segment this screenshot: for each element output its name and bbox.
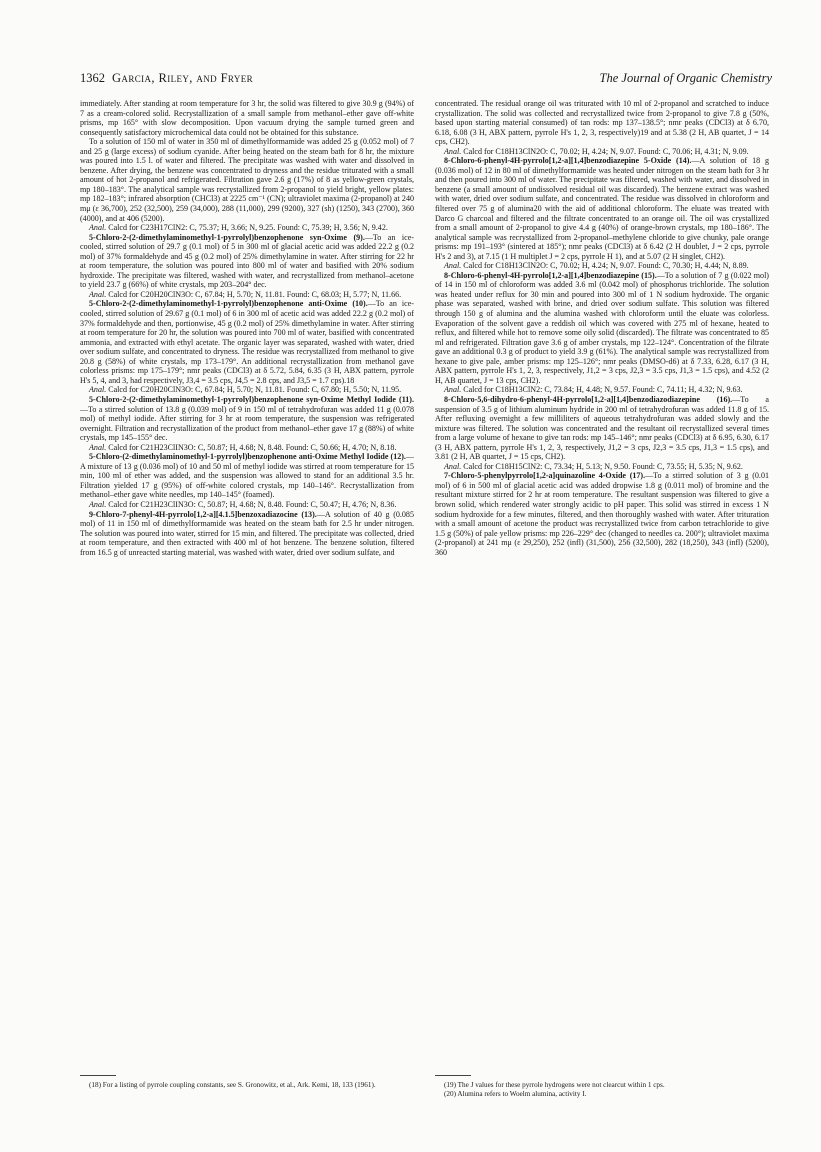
compound-procedure <box>435 395 769 462</box>
procedure-text: —To an ice-cooled, stirred solution of 29.67 g (0.1 mol) of 6 in 300 ml of acetic acid was added 22.2 g (0.2 mol) of 37% formaldehyde and then, portionwise, 45 g (0.2 mol) of 25% dimethylamine in water. After stirring at room temperature for 20 hr, the solution was poured into 700 ml of water, basified with concentrated ammonia, and extracted with ethyl acetate. The organic layer was separated, washed with water, dried over sodium sulfate, and concentrated to dryness. The residue was recrystallized from methanol to give 20.8 g (58%) of white crystals, mp 173–179°. An additional recrystallization from methanol gave colorless prisms: mp 175–179°; nmr peaks (CDCl3) at δ 5.72, 5.84, 6.35 (3 H, ABX pattern, pyrrole H's 5, 4, and 3, had respectively, J3,4 = 3.5 cps, J4,5 = 2.8 cps, and J3,5 = 1.7 cps).18 <box>80 299 414 385</box>
analysis-label: Anal. <box>444 261 462 271</box>
analysis-values: Calcd for C18H15ClN2: C, 73.34; H, 5.13; N, 9.50. Found: C, 73.55; H, 5.35; N, 9.62. <box>461 461 743 471</box>
analysis-values: Calcd for C20H20ClN3O: C, 67.84; H, 5.70; N, 11.81. Found: C, 67.80; H, 5.50; N, 11.95. <box>106 385 402 395</box>
running-header <box>80 70 772 86</box>
compound-heading: 7-Chloro-5-phenylpyrrolo[1,2-a]quinazoline 4-Oxide (17). <box>444 471 646 481</box>
analysis-label: Anal. <box>444 146 462 156</box>
compound-heading: 9-Chloro-7-phenyl-4H-pyrrolo[1,2-a][4.1.5]benzoxadiazocine (13). <box>89 509 317 519</box>
procedure-text: —To an ice-cooled, stirred solution of 29.7 g (0.1 mol) of 5 in 300 ml of glacial acetic acid was added 22.2 g (0.2 mol) of 37% formaldehyde and 45 g (0.2 mol) of 25% dimethylamine in water. After stirring for 22 hr at room temperature, the solution was poured into 800 ml of water and basified with 20% sodium hydroxide. The precipitate was filtered, washed with water, and recrystallized from methanol–acetone to yield 23.7 g (66%) of white crystals, mp 203–204° dec. <box>80 232 414 290</box>
body-paragraph: concentrated. The residual orange oil was triturated with 10 ml of 2-propanol and scratched to induce crystallization. The solid was collected and recrystallized twice from 2-propanol to give 7.8 g (50%, based upon starting material consumed) of tan rods: mp 137–138.5°; nmr peaks (CDCl3) at δ 6.70, 6.18, 6.08 (3 H, ABX pattern, pyrrole H's 1, 2, 3, respectively)19 and at 5.38 (2 H, AB quartet, J = 14 cps, CH2). <box>435 99 769 147</box>
procedure-text: —To a stirred solution of 13.8 g (0.039 mol) of 9 in 150 ml of tetrahydrofuran was added 11 g (0.078 mol) of methyl iodide. After stirring for 3 hr at room temperature, the suspension was refrigerated overnight. Filtration and recrystallization of the product from methanol–ether gave 17 g (88%) of white crystals, mp 145–155° dec. <box>80 404 414 443</box>
elemental-analysis <box>80 443 414 453</box>
analysis-values: Calcd for C20H20ClN3O: C, 67.84; H, 5.70; N, 11.81. Found: C, 68.03; H, 5.77; N, 11.66. <box>106 289 402 299</box>
footnote-rule <box>435 1075 471 1076</box>
analysis-label: Anal. <box>444 385 462 395</box>
compound-procedure <box>80 510 414 558</box>
analysis-label: Anal. <box>89 442 107 452</box>
compound-procedure <box>80 299 414 385</box>
page-number: 1362 <box>80 71 105 85</box>
procedure-text: —A solution of 40 g (0.085 mol) of 11 in 150 ml of dimethylformamide was heated on the steam bath for 2.5 hr under nitrogen. The solution was poured into water, stirred for 15 min, and filtered. The precipitate was collected, dried at room temperature, and then extracted with 400 ml of hot benzene. The benzene solution, filtered from 16.5 g of unreacted starting material, was washed with water, dried over sodium sulfate, and <box>80 509 414 557</box>
procedure-text: —To a suspension of 3.5 g of lithium aluminum hydride in 200 ml of tetrahydrofuran was added 11.8 g of 15. After refluxing overnight a few milliliters of aqueous tetrahydrofuran was added slowly and the mixture was filtered. The solution was concentrated and the resultant oil recrystallized several times from a large volume of hexane to give tan rods: mp 145–146°; nmr peaks (CDCl3) at δ 6.95, 6.30, 6.17 (3 H, ABX pattern, pyrrole H's 1, 2, 3, respectively, J1,2 = 3 cps, J2,3 = 3.5 cps, J1,3 = 1.5 cps), and 3.81 (2 H, AB quartet, J = 15 cps, CH2). <box>435 394 769 462</box>
compound-procedure <box>435 271 769 386</box>
body-paragraph: To a solution of 150 ml of water in 350 ml of dimethylformamide was added 25 g (0.052 mol) of 7 and 25 g (large excess) of sodium cyanide. After being heated on the steam bath for 8 hr, the mixture was poured into 1.5 l. of water and filtered. The precipitate was washed with water and dissolved in benzene. After drying, the benzene was concentrated to dryness and the residue triturated with a small amount of hot 2-propanol and refrigerated. Filtration gave 2.6 g (17%) of 8 as yellow-green crystals, mp 180–183°. The analytical sample was recrystallized from 2-propanol to yield bright, yellow plates: mp 182–183°; infrared absorption (CHCl3) at 2225 cm⁻¹ (CN); ultraviolet maxima (2-propanol) at 240 mμ (ε 36,700), 252 (32,500), 259 (34,000), 288 (11,000), 299 (9200), 327 (sh) (1250), 343 (2700), 360 (4000), and at 406 (5200). <box>80 137 414 223</box>
compound-heading: 8-Chloro-6-phenyl-4H-pyrrolo[1,2-a][1,4]benzodiazepine 5-Oxide (14). <box>444 156 692 166</box>
elemental-analysis <box>80 290 414 300</box>
elemental-analysis <box>435 385 769 395</box>
elemental-analysis <box>80 385 414 395</box>
procedure-text: —A solution of 18 g (0.036 mol) of 12 in 80 ml of dimethylformamide was heated under nitrogen on the steam bath for 3 hr and then poured into 300 ml of water. The precipitate was filtered, washed with water, and dissolved in benzene (a small amount of undissolved residual oil was discarded). The benzene extract was washed with water, dried over sodium sulfate, and concentrated. The residue was dissolved in chloroform and filtered over 75 g of alumina20 with the aid of additional chloroform. The eluate was treated with Darco G charcoal and filtered and the filtrate concentrated to an orange oil. The oil was crystallized from a small amount of 2-propanol to give 4.4 g (40%) of orange-brown crystals, mp 180–186°. The analytical sample was recrystallized from 2-propanol–methylene chloride to give chunky, pale orange prisms: mp 191–193° (sintered at 185°); nmr peaks (CDCl3) at δ 6.42 (2 H doublet, J = 2 cps, pyrrole H's 2 and 3), at 7.15 (1 H multiplet J = 2 cps, pyrrole H 1), and at 5.07 (2 H singlet, CH2). <box>435 156 769 261</box>
footnote: (18) For a listing of pyrrole coupling constants, see S. Gronowitz, et al., Ark. Kemi, 18, 133 (1961). <box>89 1081 376 1089</box>
analysis-label: Anal. <box>89 223 107 233</box>
elemental-analysis <box>435 462 769 472</box>
compound-heading: 5-Chloro-2-(2-dimethylaminomethyl-1-pyrrolyl)benzophenone anti-Oxime (10). <box>89 299 368 309</box>
compound-heading: 8-Chloro-5,6-dihydro-6-phenyl-4H-pyrrolo[1,2-a][1,4]benzodiazodiazepine (16). <box>444 394 733 404</box>
right-text-column <box>435 99 769 1054</box>
procedure-text: —To a solution of 7 g (0.022 mol) of 14 in 150 ml of chloroform was added 3.6 ml (0.042 mol) of phosphorus trichloride. The solution was heated under reflux for 30 min and poured into 300 ml of 1 N sodium hydroxide. The organic phase was separated, washed with brine, and dried over sodium sulfate. This solution was filtered through 150 g of alumina and the alumina washed with chloroform until the eluate was colorless. Evaporation of the solvent gave a reddish oil which was covered with 275 ml of hexane, heated to reflux, and filtered while hot to remove some oily solid (discarded). The filtrate was concentrated to 85 ml and refrigerated. Filtration gave 3.6 g of amber crystals, mp 122–124°. Concentration of the filtrate gave an additional 0.3 g of product to yield 3.9 g (61%). The analytical sample was recrystallized from hexane to give pale, amber prisms: mp 125–126°; nmr peaks (DMSO-d6) at δ 7.33, 6.28, 6.17 (3 H, ABX pattern, pyrrole H's 1, 2, 3, respectively, J1,2 = 3 cps, J2,3 = 3.5 cps, J1,3 = 1.5 cps), and 4.52 (2 H, AB quartet, J = 13 cps, CH2). <box>435 270 769 385</box>
analysis-values: Calcd for C18H13ClN2O: C, 70.02; H, 4.24; N, 9.07. Found: C, 70.30; H, 4.44; N, 8.89. <box>461 261 749 271</box>
compound-procedure <box>80 452 414 500</box>
elemental-analysis <box>80 500 414 510</box>
journal-name: The Journal of Organic Chemistry <box>599 71 772 85</box>
footnote: (20) Alumina refers to Woelm alumina, activity I. <box>444 1089 587 1098</box>
analysis-values: Calcd for C23H17ClN2: C, 75.37; H, 3.66; N, 9.25. Found: C, 75.39; H, 3.56; N, 9.42. <box>106 223 388 233</box>
elemental-analysis <box>435 147 769 157</box>
compound-procedure <box>435 156 769 261</box>
footnote-rule <box>80 1075 116 1076</box>
compound-procedure <box>80 233 414 290</box>
analysis-values: Calcd for C18H13ClN2O: C, 70.02; H, 4.24; N, 9.07. Found: C, 70.06; H, 4.31; N, 9.09. <box>461 146 749 156</box>
analysis-label: Anal. <box>89 289 107 299</box>
right-footnotes <box>435 1081 769 1098</box>
elemental-analysis <box>80 223 414 233</box>
left-text-column <box>80 99 414 1054</box>
elemental-analysis <box>435 261 769 271</box>
compound-heading: 5-Chloro-(2-dimethylaminomethyl-1-pyrrolyl)benzophenone anti-Oxime Methyl Iodide (12). <box>89 452 406 462</box>
analysis-label: Anal. <box>89 499 107 509</box>
compound-heading: 5-Chloro-2-(2-dimethylaminomethyl-1-pyrrolyl)benzophenone syn-Oxime (9). <box>89 232 365 242</box>
analysis-label: Anal. <box>89 385 107 395</box>
analysis-values: Calcd for C21H23ClIN3O: C, 50.87; H, 4.68; N, 8.48. Found: C, 50.66; H, 4.70; N, 8.18. <box>106 442 397 452</box>
author-names: Garcia, Riley, and Fryer <box>112 71 254 85</box>
compound-procedure <box>80 395 414 443</box>
analysis-values: Calcd for C18H13ClN2: C, 73.84; H, 4.48; N, 9.57. Found: C, 74.11; H, 4.32; N, 9.63. <box>461 385 743 395</box>
analysis-values: Calcd for C21H23ClIN3O: C, 50.87; H, 4.68; N, 8.48. Found: C, 50.47; H, 4.76; N, 8.36. <box>106 499 397 509</box>
footnote: (19) The J values for these pyrrole hydrogens were not clearcut within 1 cps. <box>444 1081 665 1089</box>
body-paragraph: immediately. After standing at room temperature for 3 hr, the solid was filtered to give 30.9 g (94%) of 7 as a cream-colored solid. Recrystallization of a small sample from methanol–ether gave off-white prisms, mp 165° with slow decomposition. Upon vacuum drying the sample turned green and consequently satisfactory microchemical data could not be obtained for this substance. <box>80 99 414 137</box>
compound-heading: 8-Chloro-6-phenyl-4H-pyrrolo[1,2-a][1,4]benzodiazepine (15). <box>444 270 657 280</box>
compound-procedure <box>435 471 769 557</box>
left-footnotes <box>80 1081 414 1090</box>
compound-heading: 5-Chloro-2-(2-dimethylaminomethyl-1-pyrrolyl)benzophenone syn-Oxime Methyl Iodide (11). <box>89 394 414 404</box>
procedure-text: —To a stirred solution of 3 g (0.01 mol) of 6 in 500 ml of glacial acetic acid was added dropwise 1.8 g (0.011 mol) of bromine and the resultant mixture stirred for 2 hr at room temperature. The resultant suspension was filtered to give a brown solid, which rendered water strongly acidic to pH paper. This solid was stirred in excess 1 N sodium hydroxide for a few minutes, filtered, and then thoroughly washed with water. After trituration with a small amount of acetone the product was recrystallized twice from carbon tetrachloride to give 1.5 g (50%) of pale yellow prisms: mp 226–229° dec (changed to needles ca. 200°); ultraviolet maxima (2-propanol) at 241 mμ (ε 29,250), 252 (infl) (31,500), 256 (32,500), 282 (18,250), 343 (infl) (5200), 360 <box>435 471 769 557</box>
procedure-text: —A mixture of 13 g (0.036 mol) of 10 and 50 ml of methyl iodide was stirred at room temperature for 15 min, 100 ml of ether was added, and the suspension was allowed to stand for an additional 3.5 hr. Filtration yielded 17 g (95%) of off-white colored crystals, mp 140–146°. Recrystallization from methanol–ether gave white needles, mp 140–145° (foamed). <box>80 452 414 500</box>
analysis-label: Anal. <box>444 461 462 471</box>
